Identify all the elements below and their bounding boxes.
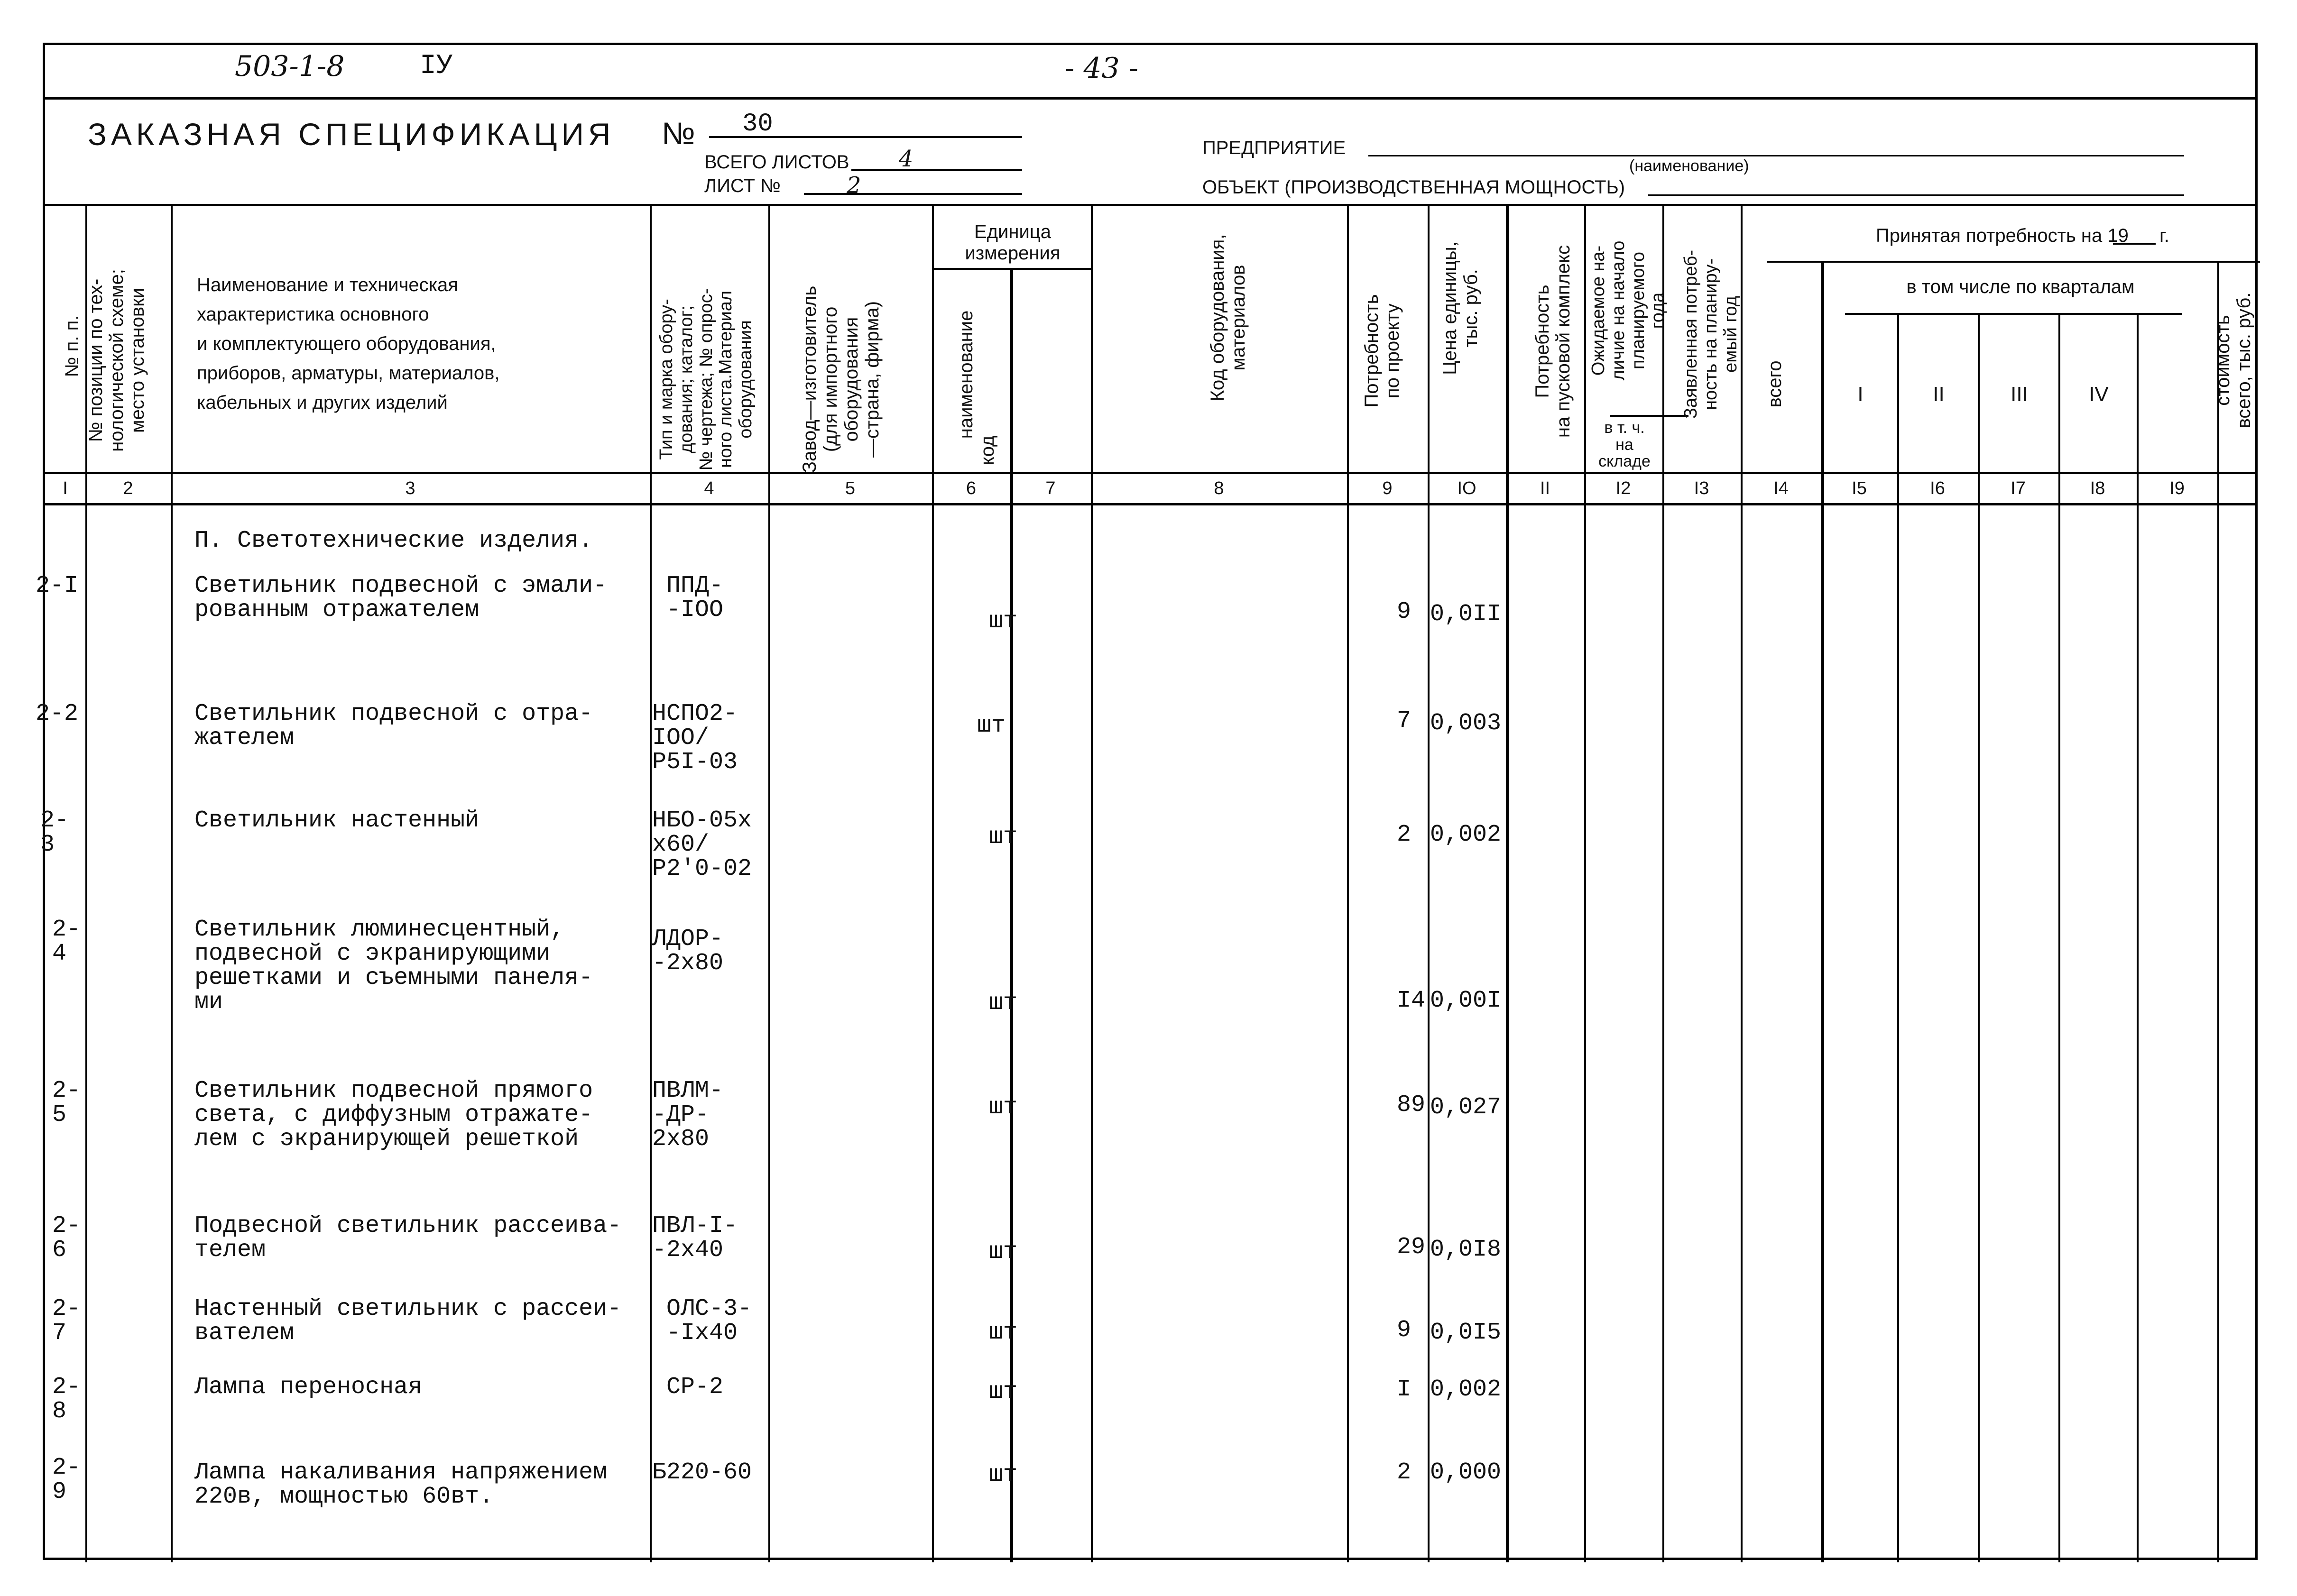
row-position: 2- 7: [52, 1295, 81, 1347]
col-line: [1584, 206, 1586, 1562]
col-number: I5: [1852, 478, 1867, 498]
row-qty: 2: [1397, 821, 1411, 848]
row-unit: шт: [989, 1319, 1018, 1346]
quarters-group-line: [1845, 313, 2182, 315]
page-number: - 43 -: [1065, 52, 1139, 85]
row-qty: 89: [1397, 1092, 1426, 1119]
col-line: [768, 206, 770, 1562]
row-price: 0,003: [1430, 710, 1502, 737]
row-name: Светильник подвесной с эмали- рованным отражателем: [194, 572, 608, 624]
col-header-9: Потребность по проекту: [1361, 294, 1403, 408]
row-price: 0,027: [1430, 1094, 1502, 1121]
col-line: [2217, 261, 2219, 1562]
object-label: ОБЪЕКТ (ПРОИЗВОДСТВЕННАЯ МОЩНОСТЬ): [1202, 177, 1625, 198]
col-line: [1347, 206, 1349, 1562]
row-unit: шт: [989, 824, 1018, 851]
col-header-8: Код оборудования, материалов: [1207, 234, 1249, 402]
total-sheets-label: ВСЕГО ЛИСТОВ: [704, 152, 849, 173]
col-header-5: Завод—изготовитель (для импортного оборудования —страна, фирма): [799, 285, 883, 473]
col-number: I7: [2011, 478, 2026, 498]
row-qty: I: [1397, 1376, 1411, 1403]
row-qty: 9: [1397, 598, 1411, 625]
col-number: 4: [704, 478, 714, 498]
col-number: I4: [1773, 478, 1789, 498]
col-number: II: [1540, 478, 1550, 498]
row-qty: 7: [1397, 707, 1411, 734]
col-line: [1091, 206, 1093, 1562]
row-type: ППД- -IОО: [666, 572, 724, 624]
column-number-line: [45, 503, 2255, 505]
accepted-year-suffix: г.: [2159, 225, 2169, 246]
col-header-12b: в т. ч. на складе: [1598, 419, 1651, 471]
header-block: [45, 100, 2255, 206]
col-header-17: III: [2011, 383, 2028, 406]
top-strip: [45, 45, 2255, 100]
row-unit: шт: [989, 1238, 1018, 1266]
accepted-group-header: Принятая потребность на 19: [1876, 225, 2129, 246]
row-unit: шт: [989, 990, 1018, 1017]
row-qty: 29: [1397, 1234, 1426, 1261]
col-header-16: II: [1933, 383, 1945, 406]
row-position: 2-2: [36, 700, 79, 727]
unit-group-header: Единица измерения: [965, 221, 1061, 264]
row-position: 2- 8: [52, 1374, 81, 1425]
specification-sheet: [36, 43, 2258, 1560]
col-line: [1428, 206, 1430, 1562]
row-unit: шт: [977, 712, 1006, 739]
row-position: 2- 6: [52, 1212, 81, 1264]
row-qty: 2: [1397, 1459, 1411, 1486]
row-unit: шт: [989, 1461, 1018, 1488]
col-header-7: код: [977, 435, 998, 466]
col-number: 5: [845, 478, 856, 498]
album-number: IУ: [420, 51, 453, 82]
row-name: Лампа накаливания напряжением 220в, мощностью 60вт.: [194, 1459, 608, 1510]
row-position: 2- 9: [52, 1454, 81, 1505]
col-header-4: Тип и марка обору- дования; каталог; № чертежа; № опрос- ного листа.Материал оборудования: [656, 288, 756, 471]
row-type: ОЛС-3- -Iх40: [666, 1295, 752, 1347]
col-number: 9: [1382, 478, 1393, 498]
enterprise-line: [1368, 155, 2184, 156]
row-name: Светильник подвесной прямого света, с диффузным отражате- лем с экранирующей решеткой: [194, 1077, 593, 1153]
spec-number-value: 30: [742, 110, 773, 138]
sheet-number-value: 2: [847, 172, 861, 199]
row-position: 2- 4: [52, 916, 81, 967]
row-unit: шт: [989, 1378, 1018, 1405]
row-unit: шт: [989, 608, 1018, 635]
row-name: Лампа переносная: [194, 1374, 423, 1401]
col-line: [1010, 268, 1013, 1562]
row-type: ПВЛМ- -ДР- 2х80: [652, 1077, 724, 1153]
col-number: 8: [1214, 478, 1224, 498]
object-line: [1648, 194, 2184, 196]
spec-number-label: №: [662, 116, 695, 151]
col-number: 3: [405, 478, 415, 498]
row-position: 2-I: [36, 572, 79, 599]
row-type: НБО-05х х60/ Р2'0-02: [652, 807, 752, 882]
col-line: [1821, 261, 1824, 1562]
col-number: I2: [1615, 478, 1631, 498]
col-number: IO: [1457, 478, 1476, 498]
row-price: 0,000: [1430, 1459, 1502, 1486]
row-position: 2- 5: [52, 1077, 81, 1128]
col-header-15: I: [1857, 383, 1863, 406]
col-line: [650, 206, 652, 1562]
row-name: Настенный светильник с рассеи- вателем: [194, 1295, 622, 1347]
stock-sub-line: [1610, 415, 1688, 417]
row-name: Подвесной светильник рассеива- телем: [194, 1212, 622, 1264]
doc-code: 503-1-8: [235, 50, 345, 83]
col-number: I8: [2090, 478, 2105, 498]
col-number: I6: [1930, 478, 1945, 498]
col-header-19: стоимость всего, тыс. руб.: [2213, 292, 2254, 429]
row-price: 0,002: [1430, 821, 1502, 848]
col-header-18: IV: [2089, 383, 2109, 406]
col-number: I3: [1694, 478, 1709, 498]
accepted-group-line: [1767, 261, 2260, 263]
col-header-12: Ожидаемое на- личие на начало планируемого года: [1588, 240, 1668, 381]
row-name: Светильник подвесной с отра- жателем: [194, 700, 593, 752]
quarters-group-header: в том числе по кварталам: [1906, 276, 2135, 297]
col-header-11: Потребность на пусковой комплекс: [1532, 245, 1574, 438]
total-sheets-value: 4: [899, 146, 913, 172]
row-price: 0,002: [1430, 1376, 1502, 1403]
row-type: ЛДОР- -2х80: [652, 926, 724, 977]
row-price: 0,00I: [1430, 987, 1502, 1014]
col-header-3: Наименование и техническая характеристика основного и комплектующего оборудования, приборов, арматуры, материалов, кабельных и других изделий: [197, 275, 500, 413]
col-number: 6: [966, 478, 977, 498]
col-header-1: № п. п.: [62, 315, 83, 377]
sheet-number-line: [804, 193, 1022, 195]
spec-title: ЗАКАЗНАЯ СПЕЦИФИКАЦИЯ: [88, 117, 615, 152]
col-header-10: Цена единицы, тыс. руб.: [1439, 241, 1481, 375]
row-type: НСПО2- IОО/ Р5I-03: [652, 700, 738, 776]
enterprise-label: ПРЕДПРИЯТИЕ: [1202, 138, 1346, 158]
row-name: Светильник настенный: [194, 807, 480, 834]
col-number: I: [63, 478, 68, 498]
col-line: [932, 206, 934, 1562]
col-header-2: № позиции по тех- нологической схеме; место установки: [85, 269, 148, 452]
row-type: ПВЛ-I- -2х40: [652, 1212, 738, 1264]
col-number: 7: [1045, 478, 1056, 498]
col-header-6: наименование: [956, 310, 977, 439]
col-header-14: всего: [1764, 360, 1785, 408]
col-header-13: Заявленная потреб- ность на планиру- емый год: [1681, 249, 1741, 419]
col-number: 2: [123, 478, 133, 498]
name-hint: (наименование): [1629, 157, 1749, 175]
row-qty: 9: [1397, 1317, 1411, 1344]
row-position: 2- 3: [40, 807, 69, 858]
row-qty: I4: [1397, 987, 1426, 1014]
total-sheets-line: [851, 169, 1022, 171]
row-price: 0,0I8: [1430, 1236, 1502, 1263]
col-number: I9: [2169, 478, 2185, 498]
col-line: [1506, 206, 1509, 1562]
row-unit: шт: [989, 1094, 1018, 1121]
sheet-number-label: ЛИСТ №: [704, 175, 781, 196]
section-title: П. Светотехнические изделия.: [194, 527, 593, 554]
row-price: 0,0II: [1430, 601, 1502, 628]
accepted-year-line: [2113, 243, 2156, 245]
row-name: Светильник люминесцентный, подвесной с экранирующими решетками и съемными панеля- ми: [194, 916, 593, 1016]
row-type: Б220-60: [652, 1459, 752, 1486]
col-line: [171, 206, 173, 1562]
row-price: 0,0I5: [1430, 1319, 1502, 1346]
row-type: СР-2: [666, 1374, 724, 1401]
